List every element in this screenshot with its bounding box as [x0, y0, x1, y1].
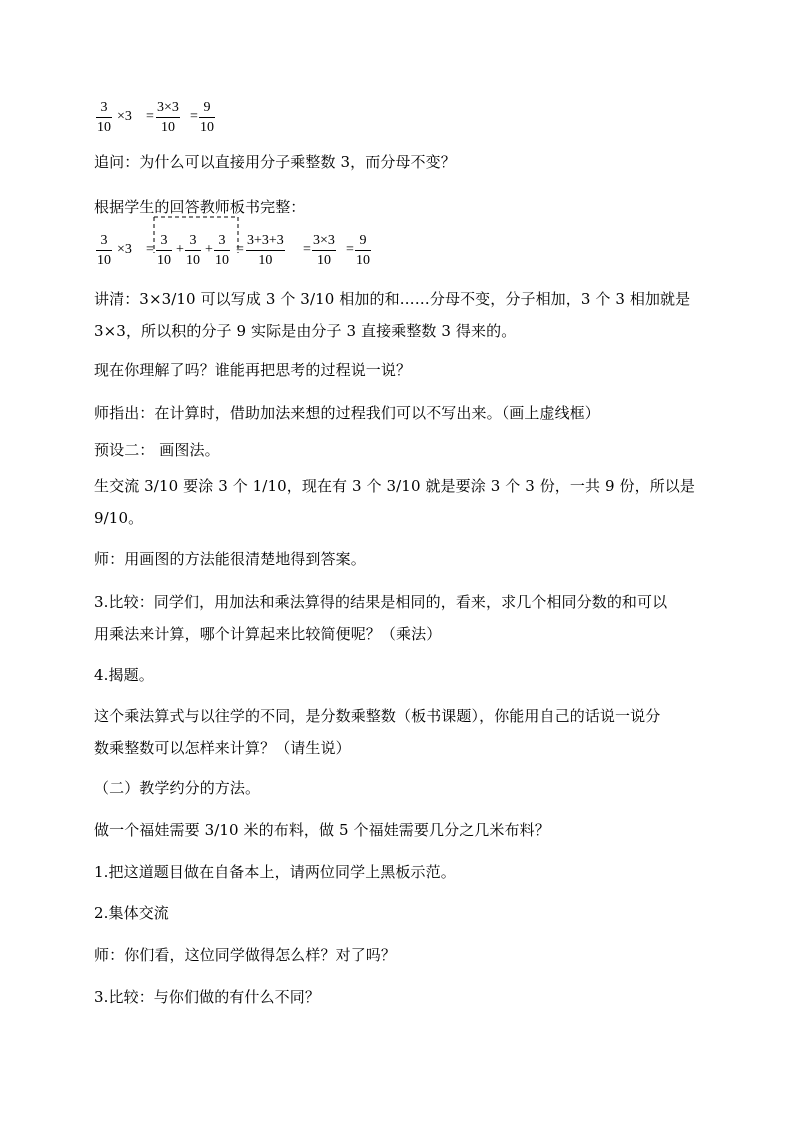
denominator: 10 [160, 120, 175, 135]
paragraph: 2.集体交流 [94, 904, 169, 922]
denominator: 10 [316, 253, 331, 268]
fraction [96, 100, 112, 136]
paragraph: 讲清：3×3/10 可以写成 3 个 3/10 相加的和……分母不变，分子相加，3 个 3 相加就是 [94, 290, 691, 308]
fraction-bar [156, 250, 172, 251]
fraction-bar [156, 117, 180, 118]
numerator: 3 [100, 100, 108, 115]
denominator: 10 [258, 253, 273, 268]
fraction [96, 233, 112, 269]
paragraph: 3.比较：同学们，用加法和乘法算得的结果是相同的，看来，求几个相同分数的和可以 [94, 593, 668, 611]
fraction [156, 100, 180, 136]
fraction-bar [199, 117, 215, 118]
equals-sign: = [146, 242, 154, 257]
paragraph: 师：用画图的方法能很清楚地得到答案。 [94, 550, 366, 568]
fraction-bar [96, 117, 112, 118]
fraction [312, 233, 336, 269]
fraction-bar [246, 250, 285, 251]
paragraph: 这个乘法算式与以往学的不同，是分数乘整数（板书课题），你能用自己的话说一说分 [94, 707, 661, 725]
denominator: 10 [200, 120, 214, 135]
numerator: 3+3+3 [247, 233, 284, 248]
denominator: 10 [97, 253, 111, 268]
fraction-bar [96, 250, 112, 251]
paragraph: 生交流 3/10 要涂 3 个 1/10，现在有 3 个 3/10 就是要涂 3 个 3 份，一共 9 份，所以是 [94, 477, 695, 495]
numerator: 3 [160, 233, 168, 248]
fraction-bar [185, 250, 201, 251]
fraction [355, 233, 371, 269]
fraction [246, 233, 285, 269]
numerator: 3×3 [313, 233, 335, 248]
paragraph: 做一个福娃需要 3/10 米的布料，做 5 个福娃需要几分之几米布料？ [94, 821, 550, 839]
plus-sign: + [176, 242, 184, 257]
fraction-bar [312, 250, 336, 251]
multiply-operator: ×3 [117, 242, 132, 257]
denominator: 10 [215, 253, 229, 268]
numerator: 3 [189, 233, 197, 248]
paragraph: 追问：为什么可以直接用分子乘整数 3，而分母不变？ [94, 153, 456, 171]
numerator: 9 [203, 100, 211, 115]
numerator: 3 [100, 233, 108, 248]
equals-sign: = [190, 109, 198, 124]
plus-sign: + [205, 242, 213, 257]
fraction-bar [355, 250, 371, 251]
fraction [185, 233, 201, 269]
denominator: 10 [186, 253, 200, 268]
equals-sign: = [146, 109, 154, 124]
paragraph: 现在你理解了吗？谁能再把思考的过程说一说？ [94, 361, 412, 379]
paragraph: 根据学生的回答教师板书完整： [94, 198, 306, 216]
paragraph: 用乘法来计算，哪个计算起来比较简便呢？（乘法） [94, 625, 442, 643]
numerator: 3 [218, 233, 226, 248]
paragraph: 师：你们看，这位同学做得怎么样？对了吗？ [94, 946, 397, 964]
equals-sign: = [303, 242, 311, 257]
equals-sign: = [346, 242, 354, 257]
denominator: 10 [157, 253, 171, 268]
numerator: 9 [359, 233, 367, 248]
paragraph: 4.揭题。 [94, 666, 154, 684]
paragraph: 3.比较：与你们做的有什么不同？ [94, 988, 320, 1006]
denominator: 10 [97, 120, 111, 135]
paragraph: 数乘整数可以怎样来计算？（请生说） [94, 739, 351, 757]
fraction [214, 233, 230, 269]
fraction [156, 233, 172, 269]
equals-sign: = [236, 242, 244, 257]
paragraph: 师指出：在计算时，借助加法来想的过程我们可以不写出来。（画上虚线框） [94, 404, 600, 422]
fraction [199, 100, 215, 136]
paragraph: 预设二： 画图法。 [94, 441, 220, 459]
numerator: 3×3 [157, 100, 179, 115]
fraction-bar [214, 250, 230, 251]
paragraph: 1.把这道题目做在自备本上，请两位同学上黑板示范。 [94, 863, 456, 881]
paragraph: 9/10。 [94, 509, 144, 527]
denominator: 10 [356, 253, 370, 268]
multiply-operator: ×3 [117, 109, 132, 124]
paragraph: 3×3，所以积的分子 9 实际是由分子 3 直接乘整数 3 得来的。 [94, 322, 517, 340]
section-heading: （二）教学约分的方法。 [94, 779, 261, 797]
